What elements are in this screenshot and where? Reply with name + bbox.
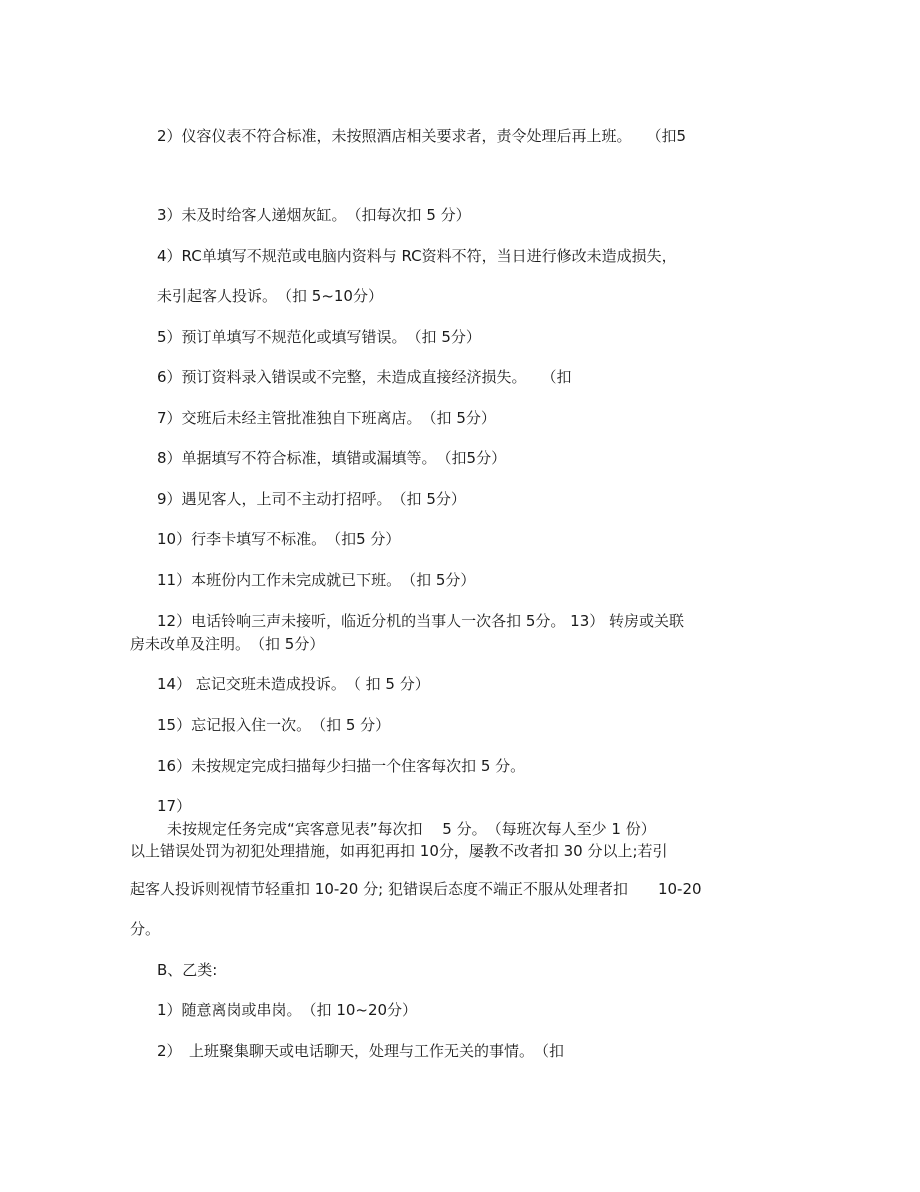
item-5-line: 5）预订单填写不规范化或填写错误。 （扣 5分） [157, 328, 481, 346]
item-2-line: 2）仪容仪表不符合标准，未按照酒店相关要求者，责令处理后再上班。 （扣5 [157, 127, 687, 145]
penalty-note-line-3: 分。 [130, 920, 161, 938]
item-17-number: 17） [157, 797, 192, 815]
item-16-line: 16）未按规定完成扫描每少扫描一个住客每次扣 5 分。 [157, 757, 526, 775]
penalty-note-line-2: 起客人投诉则视情节轻重扣 10-20 分; 犯错误后态度不端正不服从处理者扣 10-20 [130, 880, 702, 898]
item-10-line: 10）行李卡填写不标准。 （扣5 分） [157, 530, 401, 548]
item-7-line: 7）交班后未经主管批准独自下班离店。 （扣 5分） [157, 409, 496, 427]
item-9-line: 9）遇见客人，上司不主动打招呼。 （扣 5分） [157, 490, 466, 508]
penalty-note-line-1: 以上错误处罚为初犯处理措施，如再犯再扣 10分，屡教不改者扣 30 分以上;若引 [130, 842, 668, 860]
item-15-line: 15）忘记报入住一次。 （扣 5 分） [157, 716, 391, 734]
item-14-line: 14） 忘记交班未造成投诉。 （ 扣 5 分） [157, 675, 430, 693]
section-b-item-2-line: 2） 上班聚集聊天或电话聊天，处理与工作无关的事情。 （扣 [157, 1042, 565, 1060]
item-6-line: 6）预订资料录入错误或不完整，未造成直接经济损失。 （扣 [157, 368, 572, 386]
item-4-line: 4）RC单填写不规范或电脑内资料与 RC资料不符，当日进行修改未造成损失， [157, 247, 677, 265]
item-13-continuation: 房未改单及注明。 （扣 5分） [130, 635, 325, 653]
item-11-line: 11）本班份内工作未完成就已下班。 （扣 5分） [157, 571, 476, 589]
section-b-heading: B、乙类: [157, 961, 218, 979]
item-4-continuation: 未引起客人投诉。 （扣 5~10分） [157, 287, 383, 305]
item-3-line: 3）未及时给客人递烟灰缸。 （扣每次扣 5 分） [157, 206, 471, 224]
item-12-line: 12）电话铃响三声未接听，临近分机的当事人一次各扣 5分。 13） 转房或关联 [157, 612, 685, 630]
item-17-line: 未按规定任务完成“宾客意见表”每次扣 5 分。 （每班次每人至少 1 份） [167, 820, 656, 838]
item-8-line: 8）单据填写不符合标准，填错或漏填等。 （扣5分） [157, 449, 507, 467]
section-b-item-1-line: 1）随意离岗或串岗。 （扣 10~20分） [157, 1001, 418, 1019]
